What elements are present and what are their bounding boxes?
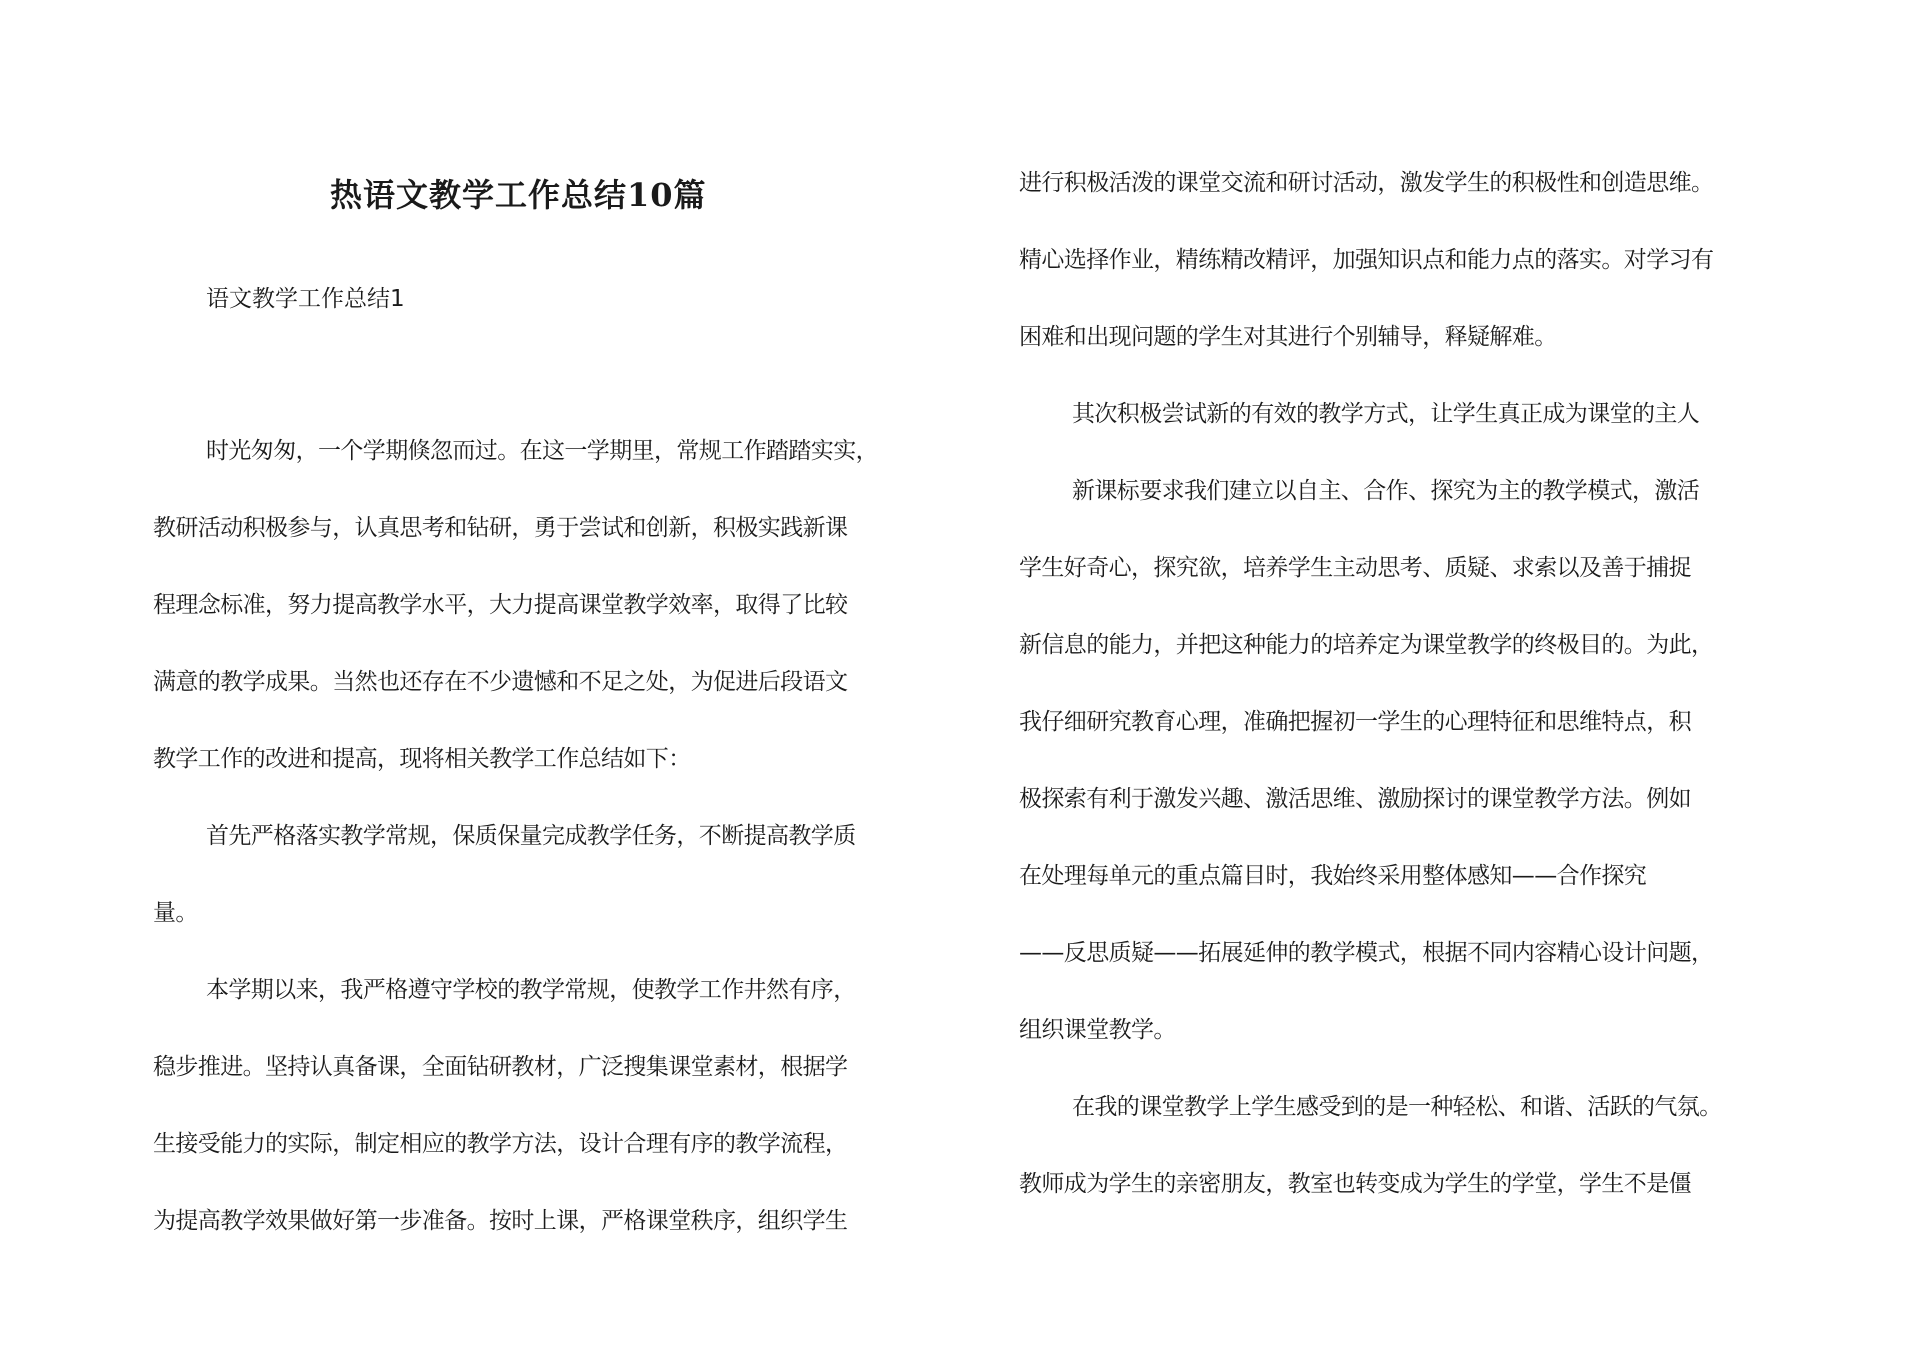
right-line-5: 新课标要求我们建立以自主、合作、探究为主的教学模式，激活 bbox=[1072, 478, 1700, 504]
right-line-13: 在我的课堂教学上学生感受到的是一种轻松、和谐、活跃的气氛。 bbox=[1072, 1094, 1722, 1120]
left-line-9: 稳步推进。坚持认真备课，全面钻研教材，广泛搜集课堂素材，根据学 bbox=[153, 1054, 848, 1080]
left-line-10: 生接受能力的实际，制定相应的教学方法，设计合理有序的教学流程， bbox=[153, 1131, 848, 1157]
right-line-4: 其次积极尝试新的有效的教学方式，让学生真正成为课堂的主人 bbox=[1072, 401, 1700, 427]
left-line-3: 程理念标准，努力提高教学水平，大力提高课堂教学效率，取得了比较 bbox=[153, 592, 848, 618]
left-line-1: 时光匆匆，一个学期倏忽而过。在这一学期里，常规工作踏踏实实， bbox=[206, 438, 879, 464]
right-line-2: 精心选择作业，精练精改精评，加强知识点和能力点的落实。对学习有 bbox=[1019, 247, 1714, 273]
left-line-8: 本学期以来，我严格遵守学校的教学常规，使教学工作井然有序， bbox=[206, 977, 856, 1003]
right-line-6: 学生好奇心，探究欲，培养学生主动思考、质疑、求索以及善于捕捉 bbox=[1019, 555, 1692, 581]
right-line-14: 教师成为学生的亲密朋友，教室也转变成为学生的学堂，学生不是僵 bbox=[1019, 1171, 1692, 1197]
right-line-10: 在处理每单元的重点篇目时，我始终采用整体感知——合作探究 bbox=[1019, 863, 1647, 889]
document-title: 热语文教学工作总结10篇 bbox=[330, 176, 707, 214]
left-line-2: 教研活动积极参与，认真思考和钻研，勇于尝试和创新，积极实践新课 bbox=[153, 515, 848, 541]
section-heading: 语文教学工作总结1 bbox=[206, 286, 405, 312]
right-line-7: 新信息的能力，并把这种能力的培养定为课堂教学的终极目的。为此， bbox=[1019, 632, 1714, 658]
right-line-12: 组织课堂教学。 bbox=[1019, 1017, 1176, 1043]
left-line-7: 量。 bbox=[153, 900, 198, 926]
left-line-4: 满意的教学成果。当然也还存在不少遗憾和不足之处，为促进后段语文 bbox=[153, 669, 848, 695]
left-line-11: 为提高教学效果做好第一步准备。按时上课，严格课堂秩序，组织学生 bbox=[153, 1208, 848, 1234]
left-line-6: 首先严格落实教学常规，保质保量完成教学任务，不断提高教学质 bbox=[206, 823, 856, 849]
right-line-8: 我仔细研究教育心理，准确把握初一学生的心理特征和思维特点，积 bbox=[1019, 709, 1692, 735]
right-line-9: 极探索有利于激发兴趣、激活思维、激励探讨的课堂教学方法。例如 bbox=[1019, 786, 1692, 812]
right-line-3: 困难和出现问题的学生对其进行个别辅导，释疑解难。 bbox=[1019, 324, 1557, 350]
left-line-5: 教学工作的改进和提高，现将相关教学工作总结如下： bbox=[153, 746, 691, 772]
right-line-11: ——反思质疑——拓展延伸的教学模式，根据不同内容精心设计问题， bbox=[1019, 940, 1714, 966]
right-line-1: 进行积极活泼的课堂交流和研讨活动，激发学生的积极性和创造思维。 bbox=[1019, 170, 1714, 196]
